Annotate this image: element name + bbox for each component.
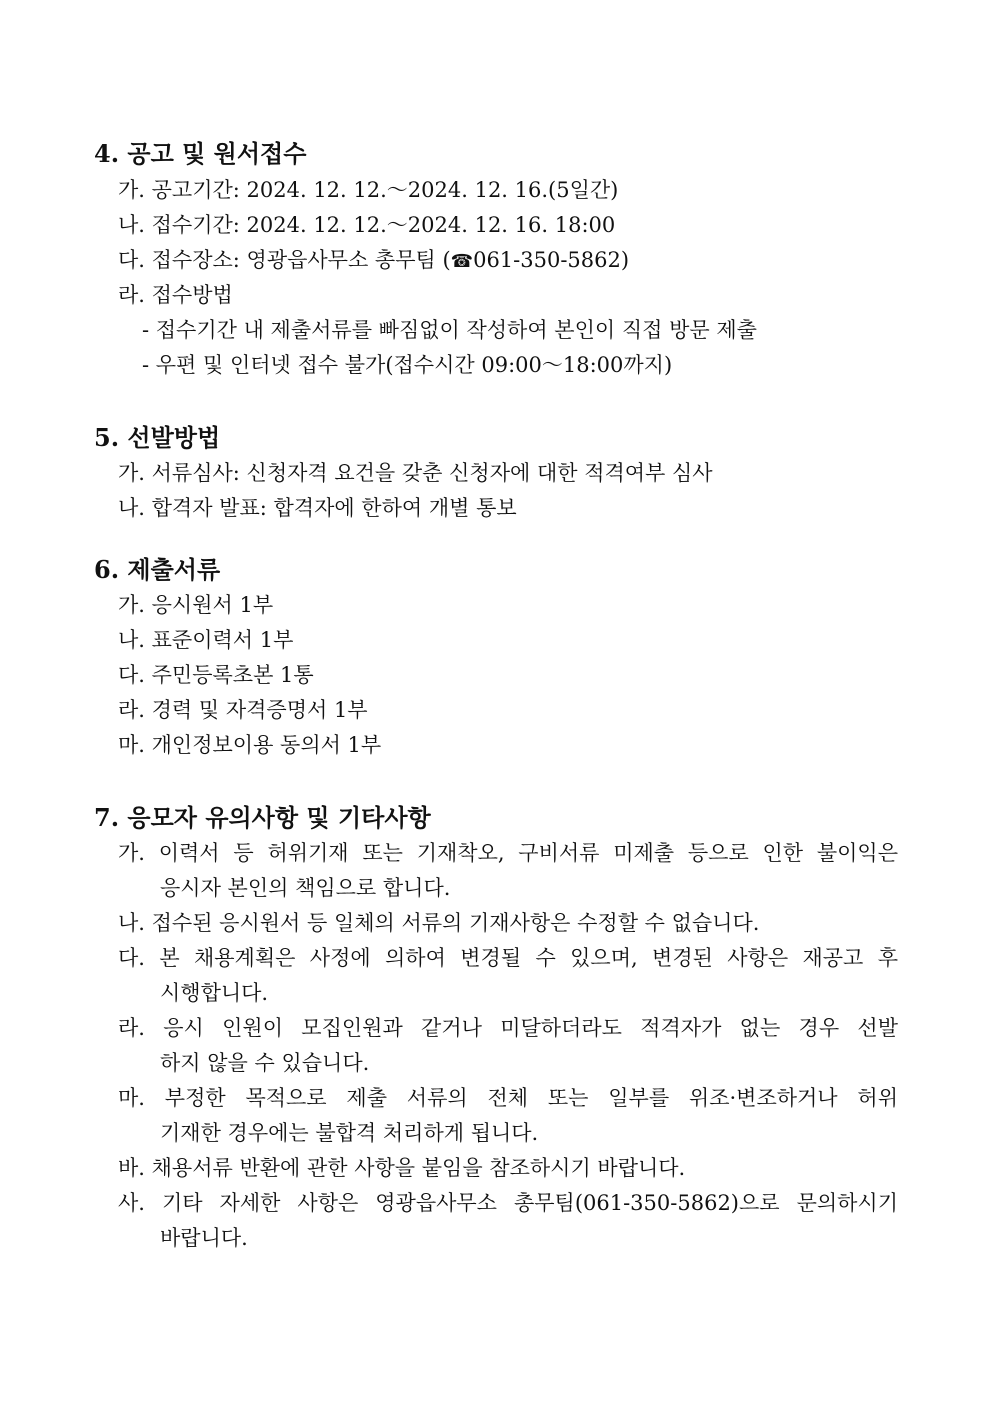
section-6-title: 6. 제출서류 [94, 555, 221, 584]
s6-item: 가. 응시원서 1부 [118, 593, 274, 617]
s4-item-a: 가. 공고기간: 2024. 12. 12.～2024. 12. 16.(5일간) [118, 178, 619, 202]
s4-item-c-prefix: 다. 접수장소: 영광읍사무소 총무팀 ( [118, 248, 451, 272]
section-5-title: 5. 선발방법 [94, 423, 221, 452]
s7-item-e-line2: 기재한 경우에는 불합격 처리하게 됩니다. [160, 1121, 539, 1145]
s4-item-b: 나. 접수기간: 2024. 12. 12.～2024. 12. 16. 18:00 [118, 213, 616, 237]
s7-item-a-line1: 가. 이력서 등 허위기재 또는 기재착오, 구비서류 미제출 등으로 인한 불이익은 [118, 841, 898, 865]
s6-item: 마. 개인정보이용 동의서 1부 [118, 733, 382, 757]
s4-item-d: 라. 접수방법 [118, 283, 233, 307]
section-7-title: 7. 응모자 유의사항 및 기타사항 [94, 803, 431, 832]
s4-item-c-phone: 061-350-5862) [473, 248, 630, 272]
s5-item-a: 가. 서류심사: 신청자격 요건을 갖춘 신청자에 대한 적격여부 심사 [118, 461, 713, 485]
s5-item-b: 나. 합격자 발표: 합격자에 한하여 개별 통보 [118, 496, 517, 520]
s7-item-a-line2: 응시자 본인의 책임으로 합니다. [160, 876, 451, 900]
s4-item-c [118, 250, 629, 271]
s7-item-e-line1: 마. 부정한 목적으로 제출 서류의 전체 또는 일부를 위조·변조하거나 허위 [118, 1086, 898, 1110]
s7-item-b: 나. 접수된 응시원서 등 일체의 서류의 기재사항은 수정할 수 없습니다. [118, 911, 760, 935]
s7-item-d-line2: 하지 않을 수 있습니다. [160, 1051, 370, 1075]
section-4-title: 4. 공고 및 원서접수 [94, 139, 307, 168]
telephone-icon: ☎ [450, 251, 474, 272]
s7-item-c-line1: 다. 본 채용계획은 사정에 의하여 변경될 수 있으며, 변경된 사항은 재공고 후 [118, 946, 898, 970]
s7-item-f: 바. 채용서류 반환에 관한 사항을 붙임을 참조하시기 바랍니다. [118, 1156, 686, 1180]
s7-item-d-line1: 라. 응시 인원이 모집인원과 같거나 미달하더라도 적격자가 없는 경우 선발 [118, 1016, 898, 1040]
s6-item: 라. 경력 및 자격증명서 1부 [118, 698, 368, 722]
s7-item-c-line2: 시행합니다. [160, 981, 269, 1005]
s7-item-g-line1: 사. 기타 자세한 사항은 영광읍사무소 총무팀(061-350-5862)으로 문의하시기 [118, 1191, 898, 1215]
s6-item: 나. 표준이력서 1부 [118, 628, 294, 652]
s7-item-g-line2: 바랍니다. [160, 1226, 248, 1250]
s4-item-d2: - 우편 및 인터넷 접수 불가(접수시간 09:00～18:00까지) [142, 353, 673, 377]
s6-item: 다. 주민등록초본 1통 [118, 663, 314, 687]
s4-item-d1: - 접수기간 내 제출서류를 빠짐없이 작성하여 본인이 직접 방문 제출 [142, 318, 757, 342]
